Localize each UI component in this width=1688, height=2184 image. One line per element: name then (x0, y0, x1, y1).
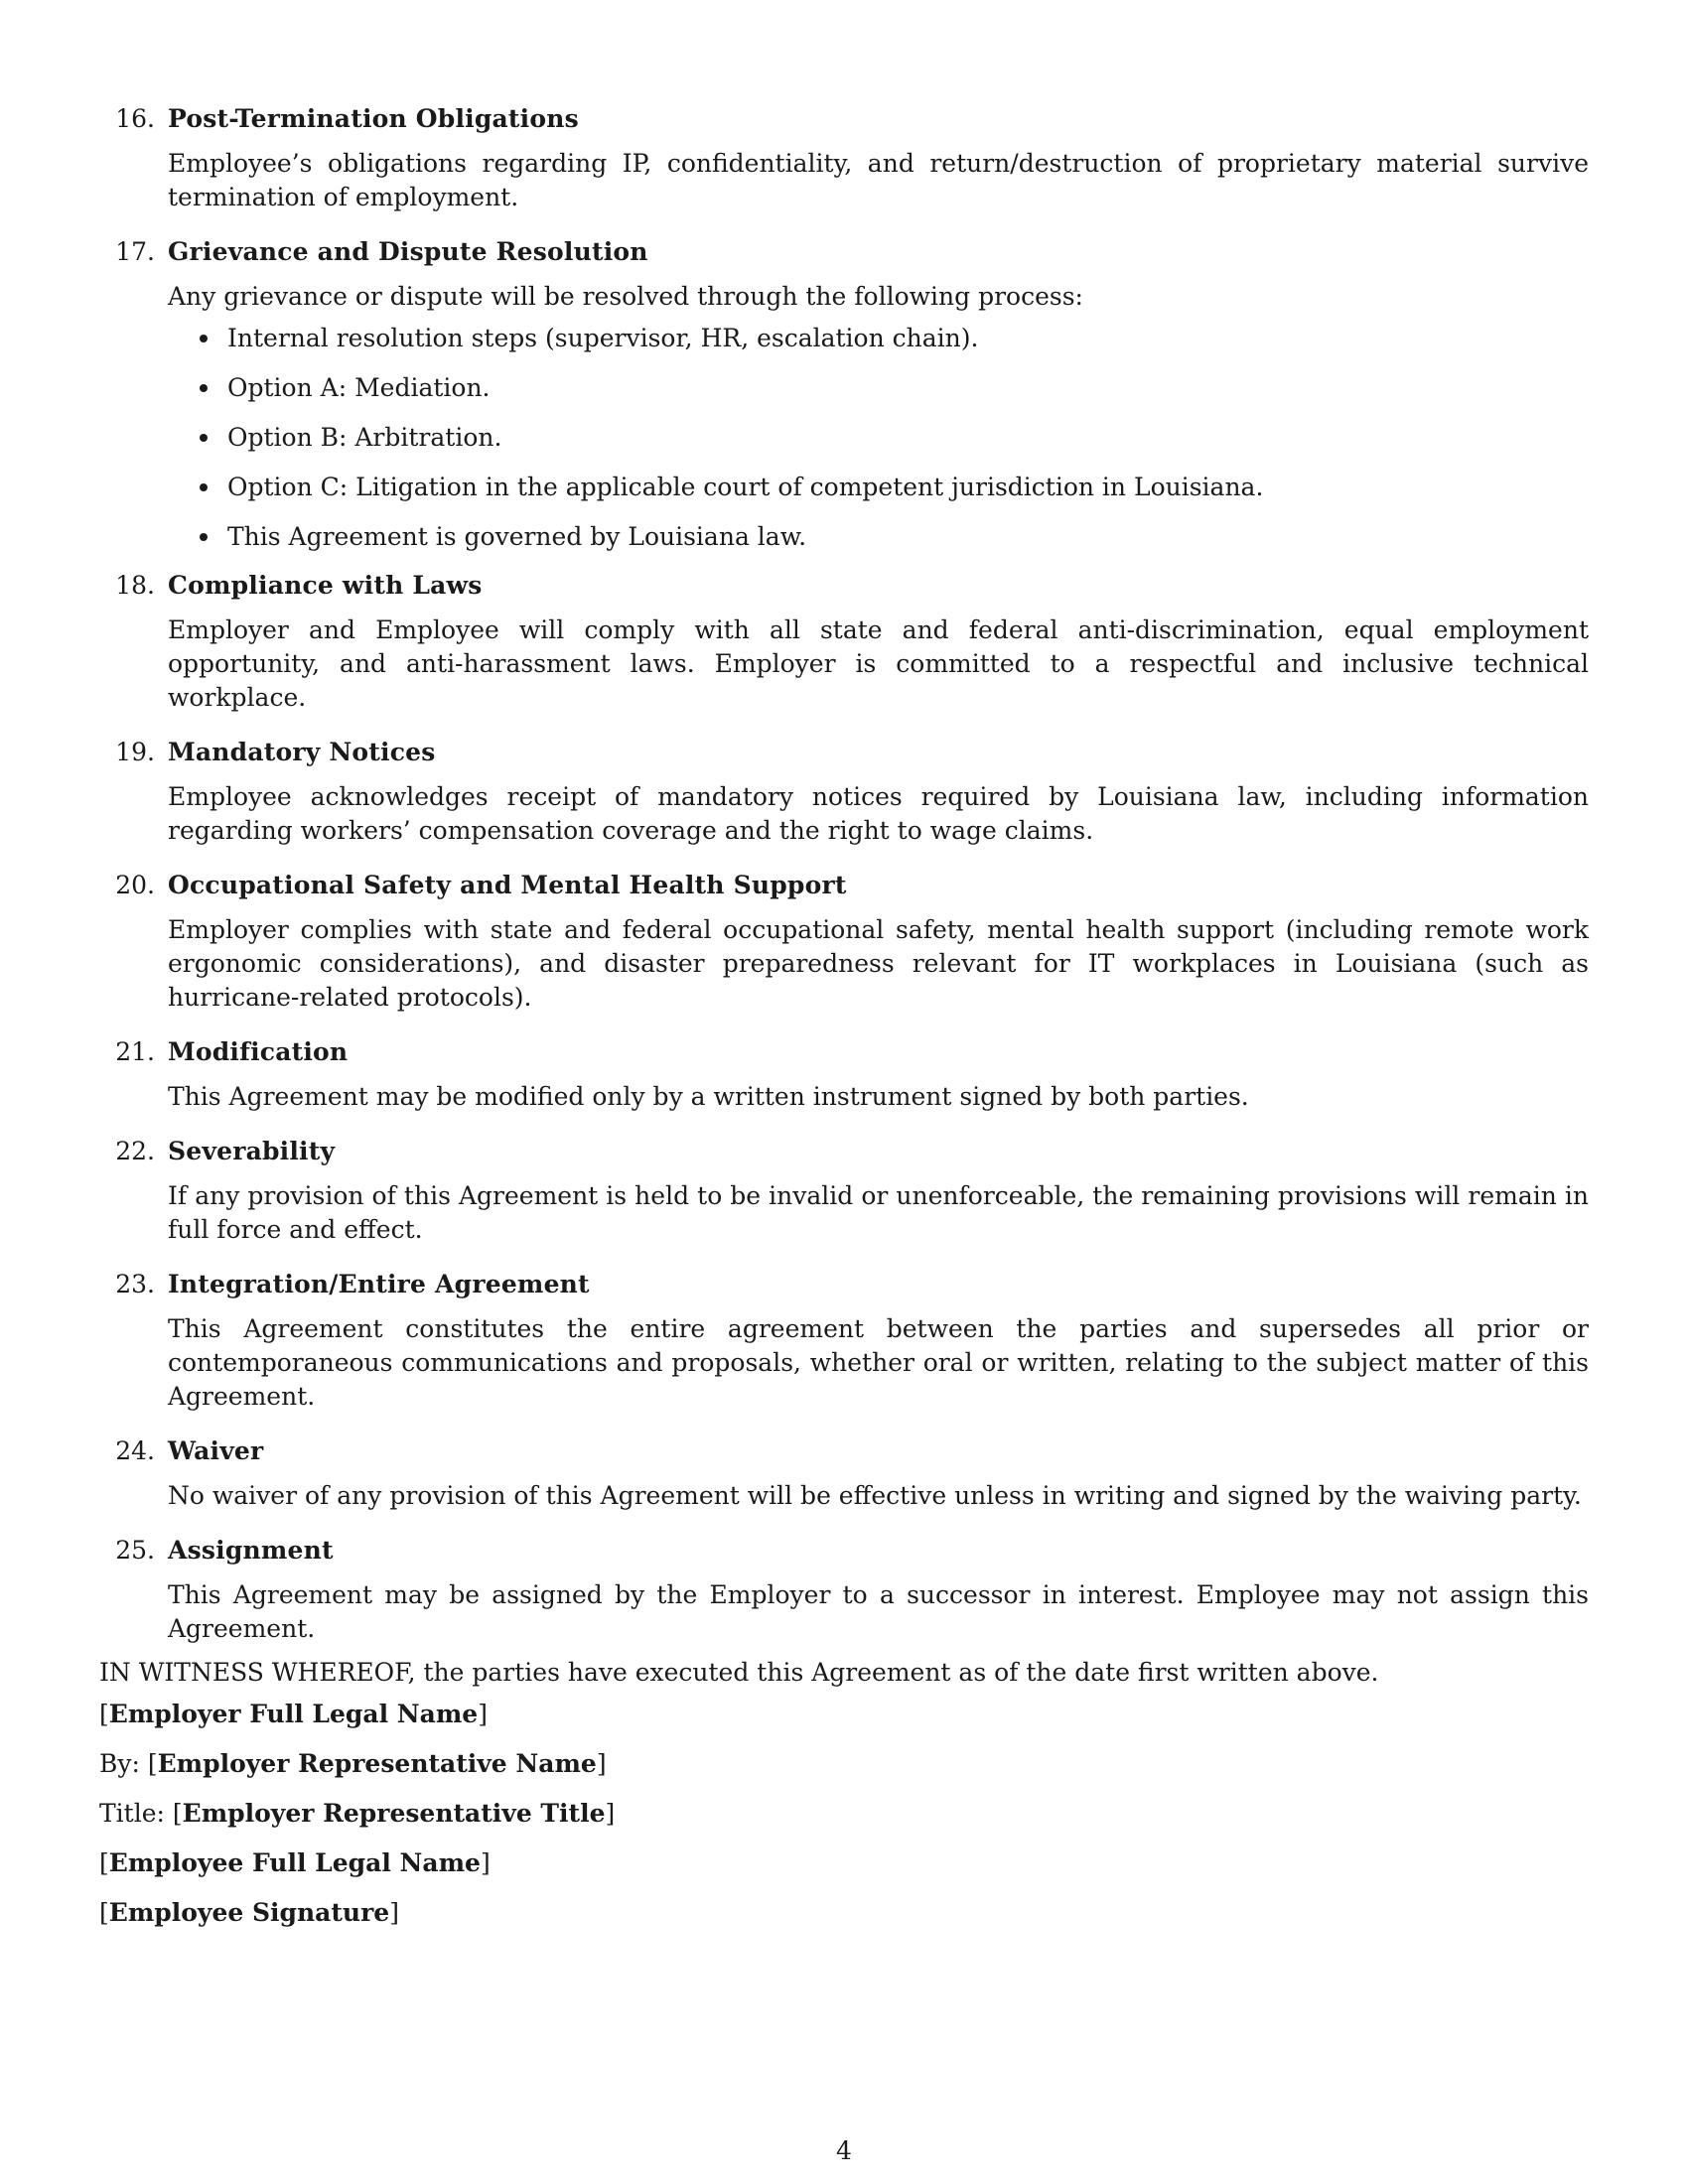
section-title: Grievance and Dispute Resolution (168, 237, 648, 266)
by-label: By: (99, 1749, 140, 1778)
section-heading (99, 1527, 1589, 1574)
bullet-icon (200, 384, 208, 392)
list-item (168, 413, 1589, 463)
section-number: 22. (115, 1137, 155, 1165)
employer-name: Employer Full Legal Name (108, 1700, 479, 1728)
section-17 (99, 228, 1589, 562)
section-title: Post-Termination Obligations (168, 104, 579, 133)
section-body: Employee acknowledges receipt of mandatory notices required by Louisiana law, including information regarding workers’ compensation coverage and the right to wage claims. (168, 782, 1589, 845)
section-body: If any provision of this Agreement is held to be invalid or unenforceable, the remaining provisions will remain in full force and effect. (168, 1181, 1589, 1244)
section-number: 25. (115, 1536, 155, 1565)
section-body: Employee’s obligations regarding IP, confidentiality, and return/destruction of proprietary material survive termination of employment. (168, 149, 1589, 211)
section-body: No waiver of any provision of this Agreement will be effective unless in writing and signed by the waiving party. (168, 1481, 1582, 1510)
list-item (168, 314, 1589, 363)
list-item (168, 463, 1589, 512)
bullet-icon (200, 434, 208, 442)
section-number: 17. (115, 237, 155, 266)
section-heading (99, 862, 1589, 909)
section-25 (99, 1527, 1589, 1650)
section-body: This Agreement constitutes the entire agreement between the parties and supersedes all prior or contemporaneous communications and proposals, whether oral or written, relating to the subject matter of this Agreement. (168, 1314, 1589, 1411)
section-22 (99, 1128, 1589, 1261)
representative-name: Employer Representative Name (157, 1749, 597, 1778)
section-title: Assignment (168, 1536, 334, 1565)
document-page (99, 95, 1589, 1938)
section-body: Employer complies with state and federal occupational safety, mental health support (including remote work ergonomic considerations), and disaster preparedness relevant for IT workplaces in Louisiana (such as hurricane-related protocols). (168, 915, 1589, 1012)
list-item-text: Internal resolution steps (supervisor, HR, escalation chain). (227, 324, 979, 352)
section-24 (99, 1428, 1589, 1527)
section-number: 24. (115, 1436, 155, 1465)
section-number: 18. (115, 571, 155, 600)
section-20 (99, 862, 1589, 1028)
employee-signature-line: [Employee Signature] (99, 1898, 399, 1927)
bullet-icon (200, 533, 208, 541)
section-23 (99, 1261, 1589, 1428)
page-number: 4 (836, 2136, 852, 2165)
section-number: 23. (115, 1270, 155, 1298)
representative-title-line: Title: [Employer Representative Title] (99, 1799, 616, 1828)
section-heading (99, 1261, 1589, 1308)
section-title: Integration/Entire Agreement (168, 1270, 590, 1298)
section-body: Any grievance or dispute will be resolved through the following process: (168, 282, 1083, 311)
section-title: Waiver (168, 1436, 264, 1465)
section-18 (99, 562, 1589, 729)
dispute-process-list (168, 314, 1589, 562)
title-label: Title: (99, 1799, 165, 1828)
section-19 (99, 729, 1589, 862)
section-number: 19. (115, 738, 155, 766)
section-body: This Agreement may be modified only by a written instrument signed by both parties. (168, 1082, 1249, 1111)
representative-title: Employer Representative Title (182, 1799, 606, 1828)
section-heading (99, 228, 1589, 276)
section-heading (99, 1428, 1589, 1475)
list-item (168, 363, 1589, 413)
list-item-text: Option A: Mediation. (227, 373, 491, 402)
list-item-text: Option B: Arbitration. (227, 423, 502, 452)
list-item-text: Option C: Litigation in the applicable court of competent jurisdiction in Louisiana. (227, 473, 1264, 501)
section-title: Occupational Safety and Mental Health Support (168, 871, 847, 899)
section-body: Employer and Employee will comply with all state and federal anti-discrimination, equal employment opportunity, and anti-harassment laws. Employer is committed to a respectful and inclusive technical workplace. (168, 615, 1589, 712)
employee-signature: Employee Signature (108, 1898, 390, 1927)
employer-name-line: [Employer Full Legal Name] (99, 1700, 488, 1728)
signature-block (99, 1690, 1589, 1938)
section-body: This Agreement may be assigned by the Employer to a successor in interest. Employee may not assign this Agreement. (168, 1580, 1589, 1643)
list-item-text: This Agreement is governed by Louisiana law. (227, 522, 807, 551)
representative-name-line: By: [Employer Representative Name] (99, 1749, 607, 1778)
list-item (168, 512, 1589, 562)
section-16 (99, 95, 1589, 228)
section-number: 21. (115, 1037, 155, 1066)
employee-name-line: [Employee Full Legal Name] (99, 1848, 491, 1877)
section-title: Modification (168, 1037, 349, 1066)
employee-name: Employee Full Legal Name (108, 1848, 481, 1877)
section-title: Compliance with Laws (168, 571, 483, 600)
section-number: 16. (115, 104, 155, 133)
section-title: Severability (168, 1137, 336, 1165)
section-heading (99, 95, 1589, 143)
section-heading (99, 562, 1589, 610)
section-heading (99, 1028, 1589, 1076)
witness-statement: IN WITNESS WHEREOF, the parties have executed this Agreement as of the date first written above. (99, 1658, 1379, 1687)
section-number: 20. (115, 871, 155, 899)
bullet-icon (200, 483, 208, 491)
section-title: Mandatory Notices (168, 738, 436, 766)
section-heading (99, 729, 1589, 776)
section-21 (99, 1028, 1589, 1128)
section-heading (99, 1128, 1589, 1175)
bullet-icon (200, 335, 208, 342)
